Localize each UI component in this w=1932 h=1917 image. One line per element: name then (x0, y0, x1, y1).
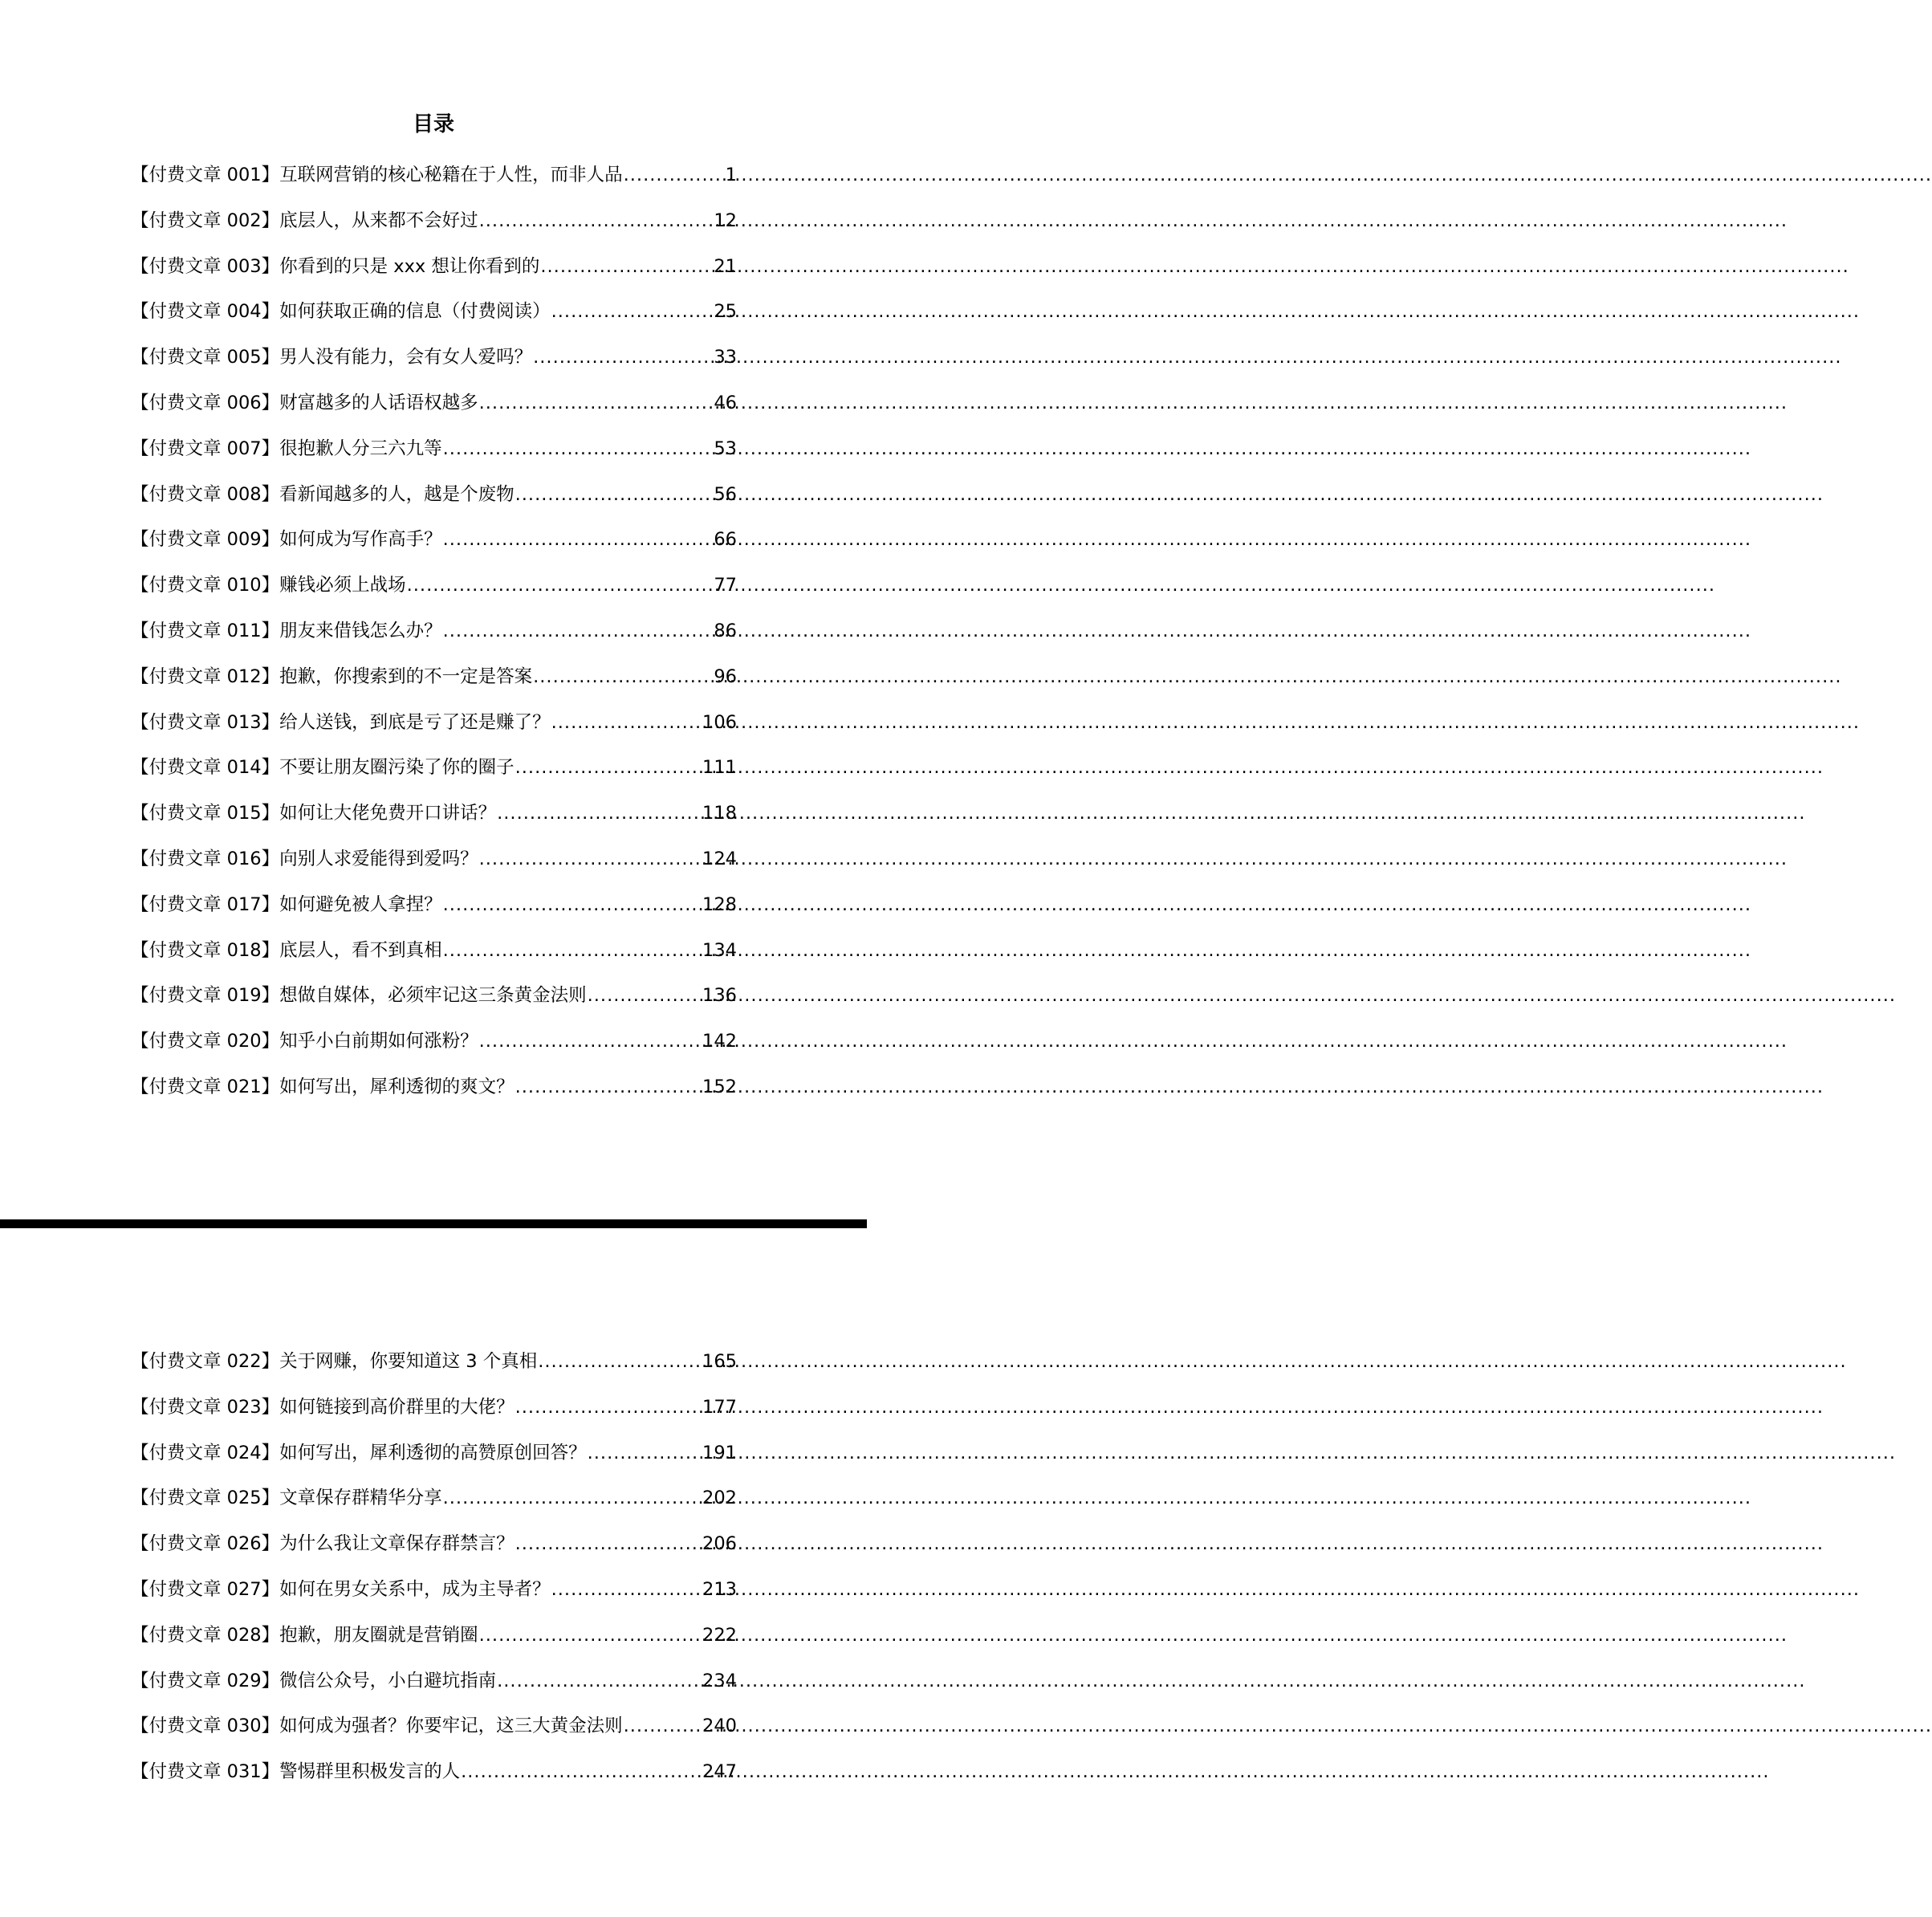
toc-dot-leader (551, 289, 714, 335)
toc-entry-label: 【付费文章 005】 (131, 347, 280, 368)
toc-entry[interactable] (131, 426, 737, 472)
page-break-divider (0, 1219, 867, 1228)
toc-entry-title: 如何成为强者？你要牢记，这三大黄金法则 (279, 1716, 623, 1737)
toc-entry[interactable] (131, 1749, 737, 1795)
toc-entry-label: 【付费文章 031】 (131, 1761, 280, 1783)
toc-entry-page-number: 33 (714, 347, 737, 368)
toc-dot-leader (479, 1613, 702, 1659)
toc-entry-label: 【付费文章 017】 (131, 893, 280, 915)
toc-entry-label: 【付费文章 016】 (131, 848, 280, 869)
toc-entry-page-number: 240 (702, 1716, 737, 1737)
toc-dot-leader (443, 1475, 702, 1521)
toc-entry-title: 如何获取正确的信息（付费阅读） (279, 301, 551, 323)
toc-entry-label: 【付费文章 021】 (131, 1076, 280, 1097)
toc-entry-title: 如何成为写作高手？ (279, 529, 442, 551)
toc-entry-page-number: 46 (714, 392, 737, 413)
document-page-1 (0, 0, 867, 1220)
toc-entry-title: 抱歉，你搜索到的不一定是答案 (279, 665, 533, 687)
toc-dot-leader (551, 1567, 702, 1613)
toc-dot-leader (624, 1703, 702, 1749)
toc-entry-title: 如何让大佬免费开口讲话？ (279, 803, 497, 824)
toc-dot-leader (479, 381, 714, 426)
toc-entry[interactable] (131, 1567, 737, 1613)
toc-entry-page-number: 134 (702, 939, 737, 961)
toc-list (131, 1339, 737, 1795)
toc-entry-label: 【付费文章 014】 (131, 757, 280, 779)
toc-entry-title: 如何避免被人拿捏？ (279, 893, 442, 915)
toc-entry[interactable] (131, 381, 737, 426)
toc-entry[interactable] (131, 517, 737, 563)
toc-entry-label: 【付费文章 018】 (131, 939, 280, 961)
toc-entry-page-number: 118 (702, 803, 737, 824)
toc-entry-label: 【付费文章 003】 (131, 255, 280, 277)
toc-entry-page-number: 25 (714, 301, 737, 323)
toc-entry-title: 很抱歉人分三六九等 (279, 438, 442, 459)
toc-entry-page-number: 12 (714, 210, 737, 231)
toc-entry-title: 给人送钱，到底是亏了还是赚了？ (279, 711, 551, 733)
toc-entry-page-number: 152 (702, 1076, 737, 1097)
toc-entry[interactable] (131, 654, 737, 700)
toc-entry[interactable] (131, 1064, 737, 1110)
toc-entry[interactable] (131, 563, 737, 608)
toc-dot-leader (443, 928, 702, 974)
toc-entry-title: 互联网营销的核心秘籍在于人性，而非人品 (279, 165, 623, 185)
toc-entry-title: 看新闻越多的人，越是个废物 (279, 483, 515, 505)
toc-entry[interactable] (131, 335, 737, 381)
toc-entry-label: 【付费文章 019】 (131, 985, 280, 1007)
toc-entry-label: 【付费文章 007】 (131, 438, 280, 459)
toc-dot-leader (588, 973, 702, 1019)
toc-entry-label: 【付费文章 028】 (131, 1624, 280, 1646)
toc-entry-label: 【付费文章 029】 (131, 1670, 280, 1691)
toc-entry[interactable] (131, 882, 737, 928)
toc-list (131, 153, 737, 1110)
toc-entry-page-number: 142 (702, 1031, 737, 1052)
toc-entry-title: 为什么我让文章保存群禁言？ (279, 1533, 515, 1555)
toc-entry-page-number: 96 (714, 665, 737, 687)
toc-entry-title: 财富越多的人话语权越多 (279, 392, 478, 413)
toc-dot-leader (624, 153, 725, 198)
toc-entry-title: 警惕群里积极发言的人 (279, 1761, 461, 1783)
toc-dot-leader (551, 700, 702, 746)
toc-entry-page-number: 128 (702, 893, 737, 915)
toc-entry-page-number: 124 (702, 848, 737, 869)
toc-entry-page-number: 206 (702, 1533, 737, 1555)
toc-dot-leader (497, 1659, 702, 1704)
toc-entry-label: 【付费文章 030】 (131, 1716, 280, 1737)
toc-dot-leader (533, 654, 713, 700)
toc-entry[interactable] (131, 1385, 737, 1431)
toc-entry-page-number: 21 (714, 255, 737, 277)
toc-entry-label: 【付费文章 015】 (131, 803, 280, 824)
toc-dot-leader (479, 1019, 702, 1064)
toc-entry[interactable] (131, 928, 737, 974)
toc-dot-leader (443, 426, 714, 472)
toc-entry-title: 如何链接到高价群里的大佬？ (279, 1396, 515, 1418)
toc-entry-label: 【付费文章 022】 (131, 1351, 280, 1372)
toc-entry-label: 【付费文章 013】 (131, 711, 280, 733)
toc-heading: 目录 (412, 112, 454, 136)
toc-entry-page-number: 234 (702, 1670, 737, 1691)
toc-dot-leader (540, 244, 713, 290)
toc-dot-leader (407, 563, 714, 608)
toc-entry-page-number: 222 (702, 1624, 737, 1646)
toc-entry[interactable] (131, 1019, 737, 1064)
toc-entry-title: 底层人，看不到真相 (279, 939, 442, 961)
toc-entry-title: 关于网赚，你要知道这 3 个真相 (279, 1351, 538, 1372)
toc-dot-leader (515, 1521, 702, 1567)
toc-entry-page-number: 53 (714, 438, 737, 459)
toc-entry[interactable] (131, 973, 737, 1019)
toc-dot-leader (443, 517, 714, 563)
toc-entry-page-number: 165 (702, 1351, 737, 1372)
toc-entry-page-number: 202 (702, 1488, 737, 1509)
toc-dot-leader (533, 335, 713, 381)
toc-dot-leader (443, 882, 702, 928)
toc-dot-leader (515, 472, 714, 518)
toc-entry-page-number: 136 (702, 985, 737, 1007)
toc-entry[interactable] (131, 1339, 737, 1385)
toc-entry-page-number: 191 (702, 1442, 737, 1463)
toc-entry-label: 【付费文章 004】 (131, 301, 280, 323)
toc-dot-leader (515, 745, 702, 791)
toc-entry-title: 想做自媒体，必须牢记这三条黄金法则 (279, 985, 587, 1007)
toc-dot-leader (443, 608, 714, 654)
toc-entry-title: 底层人，从来都不会好过 (279, 210, 478, 231)
toc-entry-title: 男人没有能力，会有女人爱吗？ (279, 347, 533, 368)
toc-entry[interactable] (131, 608, 737, 654)
toc-entry-title: 朋友来借钱怎么办？ (279, 620, 442, 641)
toc-entry-label: 【付费文章 008】 (131, 483, 280, 505)
toc-entry-label: 【付费文章 027】 (131, 1578, 280, 1600)
toc-entry-title: 如何在男女关系中，成为主导者？ (279, 1578, 551, 1600)
toc-dot-leader (479, 198, 714, 244)
toc-entry[interactable] (131, 1613, 737, 1659)
toc-dot-leader (461, 1749, 702, 1795)
toc-entry[interactable] (131, 289, 737, 335)
toc-entry-label: 【付费文章 020】 (131, 1031, 280, 1052)
toc-entry-title: 微信公众号，小白避坑指南 (279, 1670, 497, 1691)
toc-dot-leader (588, 1431, 702, 1476)
toc-entry-title: 不要让朋友圈污染了你的圈子 (279, 757, 515, 779)
toc-entry[interactable] (131, 1703, 737, 1749)
toc-entry[interactable] (131, 700, 737, 746)
toc-dot-leader (479, 836, 702, 882)
toc-entry-page-number: 247 (702, 1761, 737, 1783)
toc-entry[interactable] (131, 1521, 737, 1567)
toc-entry-label: 【付费文章 025】 (131, 1488, 280, 1509)
toc-entry[interactable] (131, 153, 737, 198)
toc-entry-title: 向别人求爱能得到爱吗？ (279, 848, 478, 869)
toc-entry[interactable] (131, 836, 737, 882)
toc-entry-title: 抱歉，朋友圈就是营销圈 (279, 1624, 478, 1646)
toc-entry-page-number: 111 (702, 757, 737, 779)
toc-entry-label: 【付费文章 010】 (131, 575, 280, 596)
toc-entry-page-number: 1 (725, 165, 737, 185)
toc-entry-label: 【付费文章 006】 (131, 392, 280, 413)
toc-dot-leader (497, 791, 702, 836)
toc-dot-leader (538, 1339, 702, 1385)
toc-entry-label: 【付费文章 011】 (131, 620, 280, 641)
toc-entry-page-number: 177 (702, 1396, 737, 1418)
toc-entry-label: 【付费文章 001】 (131, 165, 280, 185)
toc-entry-title: 知乎小白前期如何涨粉？ (279, 1031, 478, 1052)
toc-dot-leader (515, 1064, 702, 1110)
toc-entry-label: 【付费文章 002】 (131, 210, 280, 231)
toc-entry-title: 赚钱必须上战场 (279, 575, 406, 596)
toc-entry[interactable] (131, 791, 737, 836)
document-page-2 (0, 1228, 867, 1917)
toc-entry-title: 文章保存群精华分享 (279, 1488, 442, 1509)
toc-entry-label: 【付费文章 023】 (131, 1396, 280, 1418)
toc-entry-page-number: 56 (714, 483, 737, 505)
toc-entry[interactable] (131, 1431, 737, 1476)
toc-entry-label: 【付费文章 024】 (131, 1442, 280, 1463)
toc-entry-page-number: 66 (714, 529, 737, 551)
toc-entry[interactable] (131, 198, 737, 244)
toc-entry-title: 如何写出，犀利透彻的高赞原创回答？ (279, 1442, 587, 1463)
toc-entry[interactable] (131, 1475, 737, 1521)
toc-dot-leader (515, 1385, 702, 1431)
toc-entry-label: 【付费文章 009】 (131, 529, 280, 551)
toc-entry[interactable] (131, 1659, 737, 1704)
toc-entry[interactable] (131, 472, 737, 518)
toc-entry-page-number: 213 (702, 1578, 737, 1600)
toc-entry-page-number: 77 (714, 575, 737, 596)
toc-entry[interactable] (131, 244, 737, 290)
toc-entry-label: 【付费文章 012】 (131, 665, 280, 687)
toc-entry-label: 【付费文章 026】 (131, 1533, 280, 1555)
toc-entry-title: 如何写出，犀利透彻的爽文？ (279, 1076, 515, 1097)
toc-entry-page-number: 106 (702, 711, 737, 733)
toc-entry[interactable] (131, 745, 737, 791)
toc-entry-title: 你看到的只是 xxx 想让你看到的 (279, 255, 540, 277)
toc-entry-page-number: 86 (714, 620, 737, 641)
